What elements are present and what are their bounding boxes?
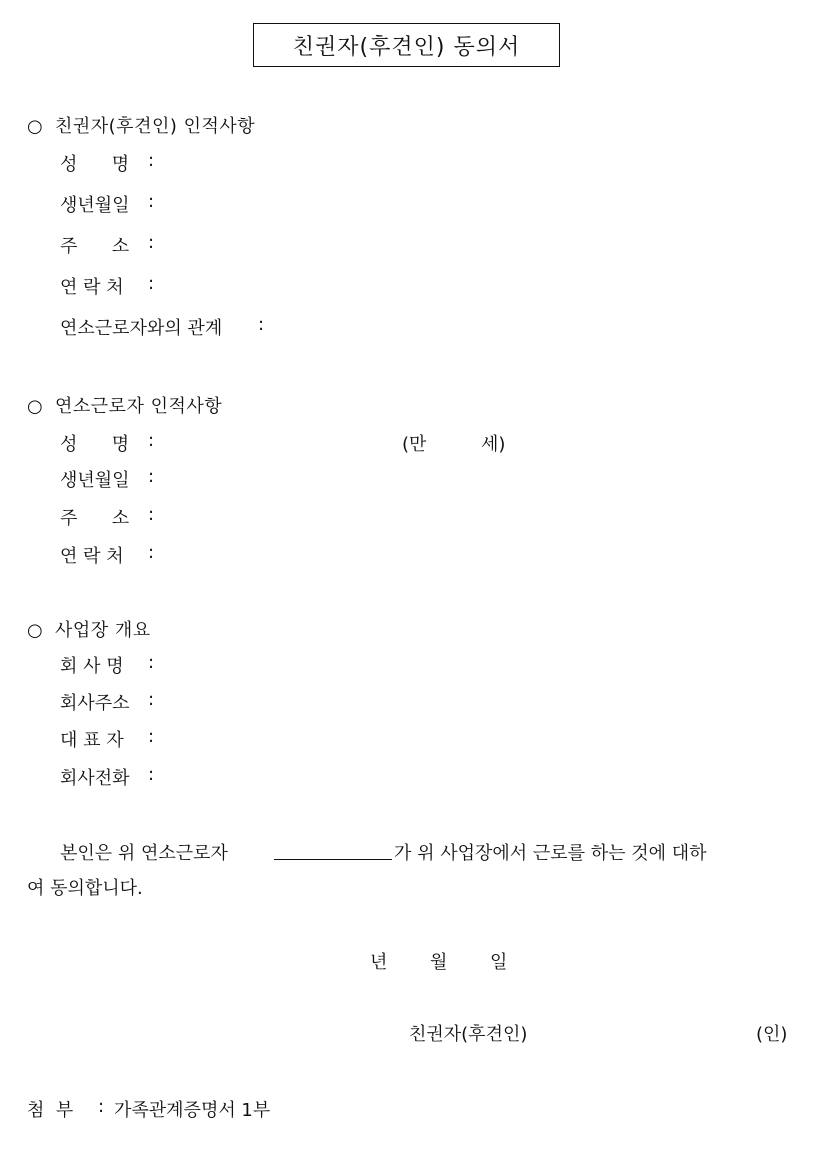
document-title (253, 23, 560, 67)
field-colon: : (148, 466, 155, 487)
section-heading-text: 사업장 개요 (55, 620, 151, 641)
circle-bullet-icon: ○ (27, 396, 44, 417)
age-open: (만 (402, 434, 427, 455)
attachment-colon: : (98, 1096, 105, 1117)
consent-line-1-rest (394, 839, 707, 865)
field-colon: : (148, 504, 155, 525)
field-colon: : (148, 726, 155, 747)
company-ceo-row (60, 726, 300, 750)
field-label: 주 소 (60, 508, 130, 529)
date-month: 월 (430, 952, 448, 973)
document-title-text: 친권자(후견인) 동의서 (292, 34, 521, 60)
field-colon: : (148, 652, 155, 673)
guardian-relation-row (60, 314, 320, 338)
consent-text-part2: 가 위 사업장에서 근로를 하는 것에 대하 (394, 843, 707, 864)
field-label: 주 소 (60, 236, 130, 257)
section-heading-guardian (27, 112, 255, 138)
field-label: 대 표 자 (60, 730, 124, 751)
date-year: 년 (370, 952, 388, 973)
signature-seal: (인) (756, 1024, 788, 1045)
field-label: 회사주소 (60, 693, 130, 714)
signature-label: 친권자(후견인) (409, 1024, 528, 1045)
guardian-name-row (60, 150, 300, 174)
section-heading-text: 연소근로자 인적사항 (55, 396, 223, 417)
field-label: 성 명 (60, 434, 130, 455)
circle-bullet-icon: ○ (27, 620, 44, 641)
consent-text-part3: 여 동의합니다. (27, 878, 143, 899)
minor-name-row (60, 430, 300, 454)
guardian-birthdate-row (60, 191, 300, 215)
field-colon: : (148, 689, 155, 710)
field-label: 생년월일 (60, 195, 130, 216)
field-colon: : (148, 542, 155, 563)
field-label: 생년월일 (60, 470, 130, 491)
field-label: 연 락 처 (60, 277, 124, 298)
field-colon: : (258, 314, 265, 335)
consent-line-2 (27, 874, 143, 900)
minor-birthdate-row (60, 466, 300, 490)
consent-text-part1: 본인은 위 연소근로자 (60, 843, 228, 864)
field-label: 회사전화 (60, 768, 130, 789)
consent-line-1 (60, 839, 228, 865)
field-colon: : (148, 764, 155, 785)
field-label: 성 명 (60, 154, 130, 175)
section-heading-minor (27, 392, 222, 418)
attachment-text: 가족관계증명서 1부 (114, 1100, 271, 1121)
field-colon: : (148, 191, 155, 212)
field-colon: : (148, 273, 155, 294)
section-heading-company (27, 616, 151, 642)
guardian-contact-row (60, 273, 300, 297)
field-label: 연 락 처 (60, 546, 124, 567)
attachment-label: 첨 부 (27, 1100, 74, 1121)
company-phone-row (60, 764, 300, 788)
field-colon: : (148, 232, 155, 253)
minor-address-row (60, 504, 300, 528)
field-label: 연소근로자와의 관계 (60, 318, 223, 339)
field-colon: : (148, 430, 155, 451)
date-day: 일 (490, 952, 508, 973)
minor-contact-row (60, 542, 300, 566)
guardian-address-row (60, 232, 300, 256)
circle-bullet-icon: ○ (27, 116, 44, 137)
age-close: 세) (481, 434, 506, 455)
company-address-row (60, 689, 300, 713)
company-name-row (60, 652, 300, 676)
field-label: 회 사 명 (60, 656, 124, 677)
field-colon: : (148, 150, 155, 171)
minor-name-blank[interactable] (274, 838, 392, 860)
section-heading-text: 친권자(후견인) 인적사항 (55, 116, 256, 137)
